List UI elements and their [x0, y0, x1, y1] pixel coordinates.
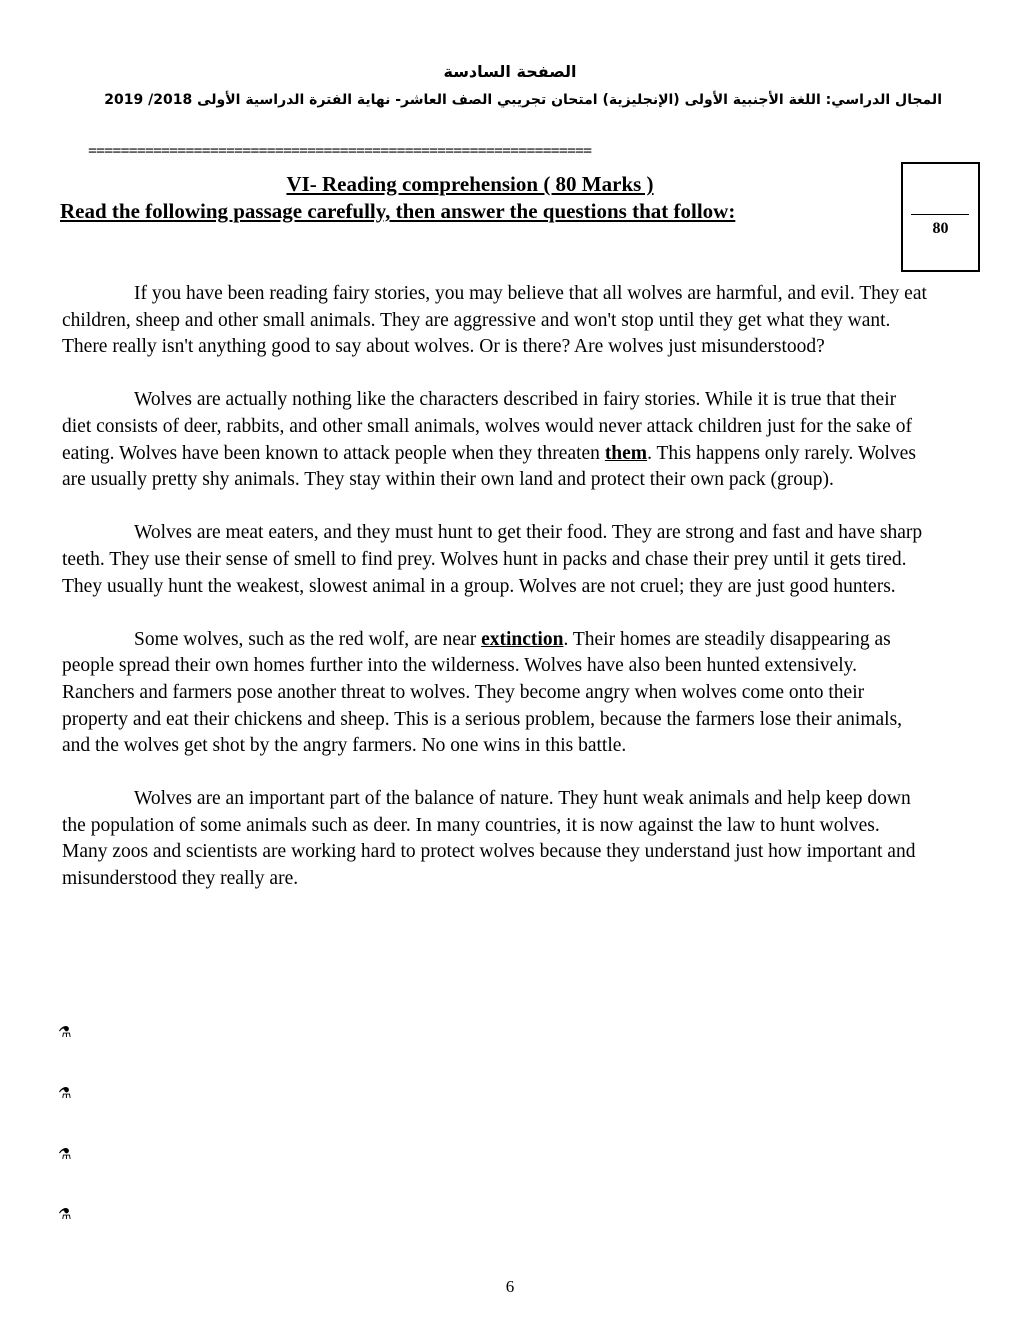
passage-paragraph-5: Wolves are an important part of the balance of nature. They hunt weak animals and help keep down the population of some animals such as deer. In many countries, it is now against the law to hunt wolves. Many zoos and scientists are working hard to protect wolves because they understand just how important and misunderstood they really are.	[62, 788, 916, 890]
marks-score-line	[911, 214, 969, 215]
marks-total: 80	[932, 220, 949, 237]
emphasized-word-them: them	[604, 442, 648, 464]
bullet-icon: ⚗	[58, 1205, 72, 1223]
bullet-icon: ⚗	[58, 1084, 72, 1102]
emphasized-word-extinction: extinction	[481, 628, 564, 650]
paragraph-2-text-a: Wolves are actually nothing like the characters described in fairy stories. While it is true that their diet consists of deer, rabbits, and other small animals, wolves would never attack children just for the sake of eating. Wolves have been known to attack people when they threaten	[62, 389, 912, 464]
section-title: VI- Reading comprehension ( 80 Marks )	[286, 172, 654, 196]
marks-box	[901, 162, 980, 272]
instruction-text: Read the following passage carefully, then answer the questions that follow:	[60, 199, 736, 223]
page-title-arabic: الصفحة السادسة	[443, 62, 577, 81]
passage-paragraph-1: If you have been reading fairy stories, you may believe that all wolves are harmful, and evil. They eat children, sheep and other small animals. They are aggressive and won't stop until they get what they want. There really isn't anything good to say about wolves. Or is there? Are wolves just misunderstood?	[62, 283, 927, 358]
paragraph-4-text-b: . Their homes are steadily disappearing as people spread their own homes further into the wilderness. Wolves have also been hunted extensively. Ranchers and farmers pose another threat to wolves. They become angry when wolves come onto their property and eat their chickens and sheep. This is a serious problem, because the farmers lose their animals, and the wolves get shot by the angry farmers. No one wins in this battle.	[62, 628, 903, 757]
passage-paragraph-2	[62, 387, 928, 493]
passage-paragraph-4	[62, 627, 928, 760]
passage-paragraph-3: Wolves are meat eaters, and they must hunt to get their food. They are strong and fast and have sharp teeth. They use their sense of smell to find prey. Wolves hunt in packs and chase their prey until it gets tired. They usually hunt the weakest, slowest animal in a group. Wolves are not cruel; they are just good hunters.	[62, 522, 923, 597]
paragraph-4-text-a: Some wolves, such as the red wolf, are near	[134, 628, 482, 650]
exam-subtitle-arabic: المجال الدراسي: اللغة الأجنبية الأولى (الإنجليزية) امتحان تجريبي الصف العاشر- نهاية الفترة الدراسية الأولى 2018/ 2019	[104, 92, 942, 108]
bullet-icon: ⚗	[58, 1023, 72, 1041]
bullet-icon: ⚗	[58, 1145, 72, 1163]
page-number: 6	[505, 1277, 515, 1296]
reading-passage	[62, 281, 928, 919]
separator-rule: ==============================================================	[88, 143, 592, 160]
paragraph-2-text-b: . This happens only rarely. Wolves are usually pretty shy animals. They stay within their own land and protect their own pack (group).	[62, 442, 916, 491]
